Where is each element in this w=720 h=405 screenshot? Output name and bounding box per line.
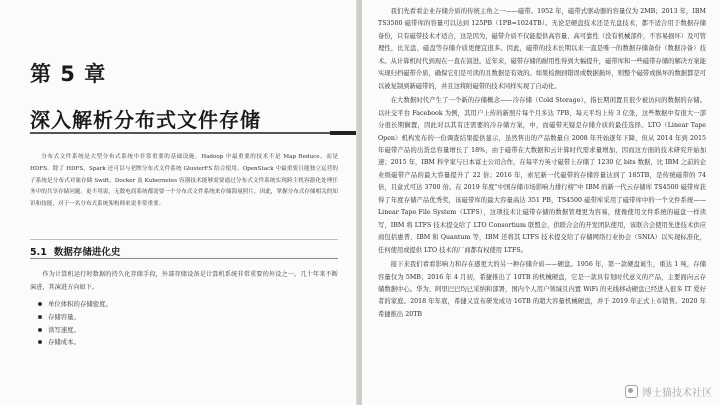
- chapter-title-rule-end: [330, 131, 358, 135]
- section-text: 作为计算机运行时数据的持久化存储手段，外部存储设备是计算机系统非常重要的外设之一。几十年来不断演进，其演进方向如下。: [30, 271, 338, 291]
- chapter-number: 第 5 章: [30, 62, 107, 86]
- chapter-title-rule: [30, 132, 330, 134]
- chapter-title: 深入解析分布式文件存储: [30, 108, 261, 132]
- paragraph: 接下来我们看看影响力和存在感更大的另一种存储介质——硬盘。1956 年，第一款硬盘诞生，重达 1 吨，存储容量仅为 5MB；2016 年 4 月初，希捷推出了 10TB 的机械硬盘，它是一款具有划时代意义的产品，主要面向云存储数据中心。华为、阿里巴巴均已采纳和部署，国内个人用户领域且内置 WiFi 的无线移动硬盘已经进入很多 IT 爱好者的家庭。2018 年年底，希捷又宣布研发成功 16TB 的超大容量机械硬盘，并于 2019 年正式上市销售。2020 年希捷推出 20TB: [378, 261, 706, 318]
- chapter-intro: 分布式文件系统是大型分布式系统中非常重要的基础设施。Hadoop 中最重要的技术不是 Map Reduce，而是 HDFS。除了 HDFS，Spark 还可以与老牌分布式文件系统 GlusterFS 结合使用。OpenStack 中最重要且能独立运营的子系统是分布式对象存储 Swift。Docker 及 Kubernetes 容器技术能够需要通过分布式文件系统实现跨主机容器化处理任务中的共享存储问题。更不用说，无数电商系统都需要一个分布式文件系统来存储海量照片，因此，掌握分布式存储相关的知识和技能，对于一名分布式系统架构师来说非常重要。: [30, 154, 338, 208]
- list-item: 存储容量。: [38, 311, 112, 324]
- list-item: 读写速度。: [38, 324, 112, 337]
- watermark: [625, 384, 712, 399]
- paragraph: 在大数据时代产生了一个新的存储概念——冷存储（Cold Storage），指长期闲置且很少被访问的数据的存储。以社交平台 Facebook 为例，其用户上传的新照片每个月多达 7PB，每天平均上传 3 亿张，这些数据中有很大一部分很长期搁置，因此对以其有还需要的冷存储方案，中，而磁带无疑是存储介质的最佳选择。LTO（Linear Tape Open）机构发布的一份调查结果提供显示，虽然售出的产品数量自 2008 年开始逐年下降，但从 2014 年到 2015 年磁带产品的出货总容量增长了 18%，由于磁带在大数据和云计算时代需求量增加，因而这方面的技术研究开始加速；2015 年，IBM 科学家与日本富士公司合作，在每平方英寸磁带上存储了 1230 亿 bits 数据，比 IBM 之前的企业级磁带产品的最大容量提升了 22 倍；2016 年，索尼新一代磁带的存储容量达到了 185TB，是传统磁带的 74 倍，且盒式可达 3700 倍。在 2019 年度“中国存储市场影响力排行榜”中 IBM 的新一代云存储库 TS4500 磁带库获得了年度存储产品优秀奖，该磁带库的最大容量高达 351 PB，TS4500 磁带库采用了磁带库中的一个文件系统——Linear Tape File System（LTFS），这项技术让磁带存储的数据管理更为容易，使像使用文件系统的磁盘一样读写，IBM 将 LTFS 技术提交给了 LTO Consortium 联盟会，供联合会的开发团队使用，该联合会使用先进技术供应商包括惠普、IBM 和 Quantum 等，IBM 还将其 LTFS 技术提交给了存储网络行业协会（SNIA）以实现标准化，任何使用或提供 LTO 技术的厂商都有权使用 LTFS。: [378, 97, 706, 254]
- section-top-rule: [30, 239, 338, 240]
- bullet-list: [38, 298, 112, 349]
- paragraph: 我们先看看企业存储介质的传统主角之一——磁带。1952 年，磁带式驱动器的容量仅为 2MB；2013 年，IBM TS3500 磁带库的容量可以达到 125PB（1PB=1024TB）。无论是硬盘技术还是光盘技术，都不适合用于数据存储备份，只有磁带技术才适合，这是因为，磁带介质不仅能提供高容量、高可靠性（没有机械部件，不容易损坏）及可管理性，比光盘、磁盘等存储介质更便宜很多。因此，磁带的技术长期以来一直是唯一的数据存储备份（数据冷备）技术。从计算机时代到现在一直在演进。近年来，磁带存储的耐用性得到大幅提升，磁带库和一些磁带存储的解决方案能实现归档磁带介质，确保它们是可读的且数据是有效的。如果检测到错误或数据损坏，则整个磁带或损坏的数据都是可以被复制到新磁带的，并且这将附磁带的技术同样实现了自动化。: [378, 8, 706, 90]
- watermark-text: 博士猫技术社区: [642, 388, 712, 399]
- right-page-text: [378, 6, 706, 323]
- list-item: 单位体积的存储密度。: [38, 298, 112, 311]
- list-item: 存储成本。: [38, 336, 112, 349]
- right-page: [362, 0, 720, 405]
- section-underline: [30, 258, 338, 259]
- section-title: 数据存储进化史: [53, 247, 121, 258]
- section-heading: [30, 244, 120, 258]
- left-page: [0, 0, 358, 405]
- section-number: 5.1: [30, 247, 47, 258]
- watermark-logo-icon: [625, 385, 638, 398]
